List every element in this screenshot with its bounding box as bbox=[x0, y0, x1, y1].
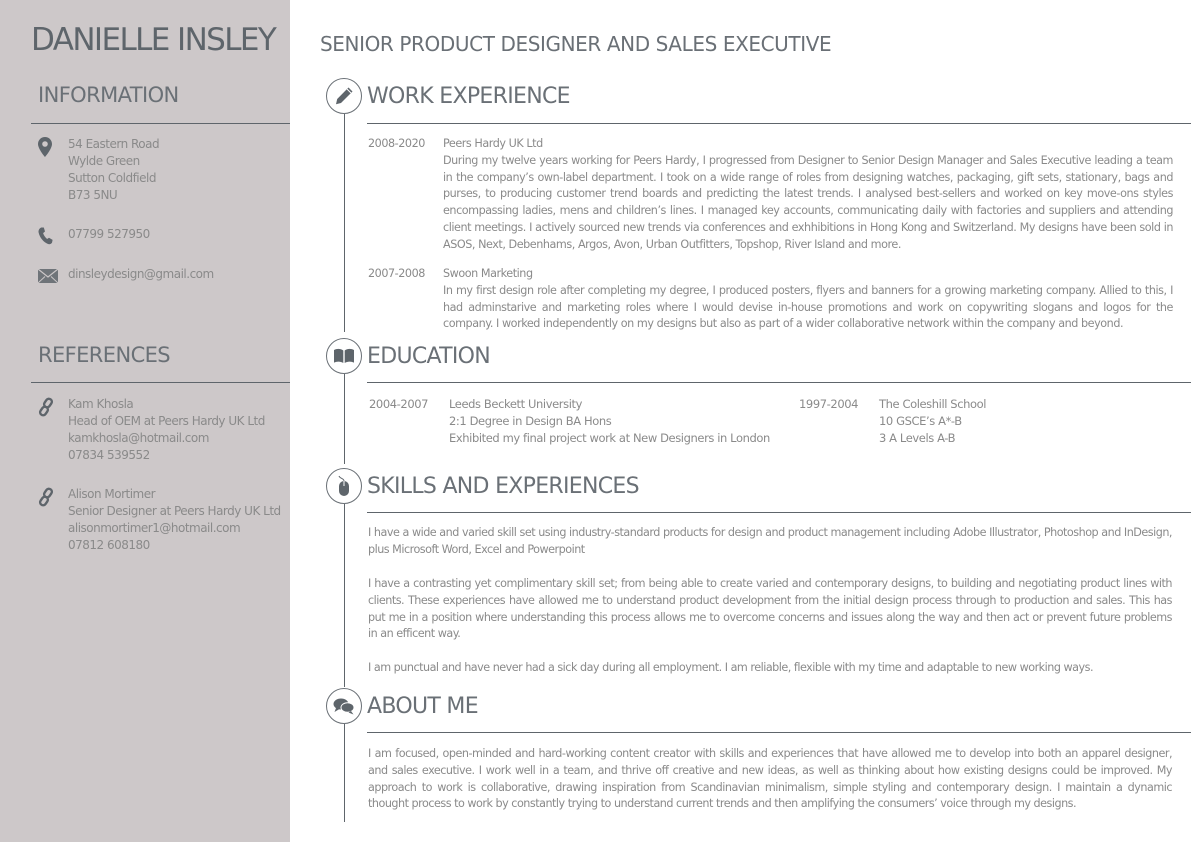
link-icon bbox=[38, 486, 68, 554]
work-experience-header bbox=[326, 78, 570, 114]
job-company: Peers Hardy UK Ltd bbox=[443, 137, 543, 150]
job-entry bbox=[368, 266, 1173, 333]
job-years: 2008-2020 bbox=[368, 137, 425, 150]
skills-paragraph: I have a contrasting yet complimentary skill set; from being able to create varied and contemporary designs, to building and negotiating product lines with clients. These experiences have allowed me to understand product development from the initial design process through to production and sales. This has put me in a position where understanding this process allows me to overcome concerns and issues along the way and then act or prevent future problems in an efficent way. bbox=[368, 577, 1172, 641]
map-pin-icon bbox=[38, 136, 68, 204]
sidebar bbox=[0, 0, 290, 842]
information-heading: INFORMATION bbox=[38, 83, 179, 107]
education-divider bbox=[367, 382, 1191, 383]
reference-email: alisonmortimer1@hotmail.com bbox=[68, 521, 241, 535]
job-company: Swoon Marketing bbox=[443, 267, 533, 280]
timeline-line bbox=[344, 374, 345, 464]
education-institution: The Coleshill School bbox=[879, 397, 987, 411]
reference-name: Alison Mortimer bbox=[68, 487, 156, 501]
speech-bubbles-icon bbox=[326, 688, 362, 724]
skills-paragraph: I have a wide and varied skill set using industry-standard products for design and product management including Adobe Illustrator, Photoshop and InDesign, plus Microsoft Word, Excel and Powerpoint bbox=[368, 526, 1172, 556]
candidate-name: DANIELLE INSLEY bbox=[31, 22, 276, 58]
phone-icon bbox=[38, 226, 68, 245]
mouse-icon bbox=[326, 468, 362, 504]
book-icon bbox=[326, 338, 362, 374]
address-line-2: Wylde Green bbox=[68, 154, 140, 168]
address-line-4: B73 5NU bbox=[68, 188, 118, 202]
pencil-icon bbox=[326, 78, 362, 114]
reference-email: kamkhosla@hotmail.com bbox=[68, 431, 209, 445]
reference-item bbox=[38, 486, 281, 554]
phone-block bbox=[38, 226, 150, 245]
email-block bbox=[38, 266, 214, 283]
job-title: SENIOR PRODUCT DESIGNER AND SALES EXECUTIVE bbox=[320, 32, 832, 56]
skills-heading: SKILLS AND EXPERIENCES bbox=[367, 473, 639, 499]
about-header bbox=[326, 688, 478, 724]
information-divider bbox=[31, 123, 290, 124]
job-years: 2007-2008 bbox=[368, 267, 425, 280]
reference-name: Kam Khosla bbox=[68, 397, 134, 411]
reference-phone: 07812 608180 bbox=[68, 538, 150, 552]
skills-divider bbox=[367, 512, 1191, 513]
address-line-1: 54 Eastern Road bbox=[68, 137, 160, 151]
education-entry bbox=[369, 396, 770, 447]
education-heading: EDUCATION bbox=[367, 343, 491, 369]
about-heading: ABOUT ME bbox=[367, 693, 478, 719]
reference-role: Senior Designer at Peers Hardy UK Ltd bbox=[68, 504, 281, 518]
education-note: 3 A Levels A-B bbox=[879, 431, 956, 445]
education-qualification: 2:1 Degree in Design BA Hons bbox=[449, 414, 612, 428]
skills-paragraph: I am punctual and have never had a sick day during all employment. I am reliable, flexible with my time and adaptable to new working ways. bbox=[368, 661, 1094, 674]
job-description: In my first design role after completing my degree, I produced posters, flyers and banners for a growing marketing company. Allied to this, I had adminstarive and marketing roles where I would devise in-house promotions and work on copywriting slogans and logos for the company. I worked independently on my designs but also as part of a wider collaborative network within the company and beyond. bbox=[443, 283, 1173, 331]
skills-header bbox=[326, 468, 639, 504]
envelope-icon bbox=[38, 266, 68, 283]
education-header bbox=[326, 338, 490, 374]
reference-item bbox=[38, 396, 265, 464]
reference-phone: 07834 539552 bbox=[68, 448, 150, 462]
work-experience-heading: WORK EXPERIENCE bbox=[367, 83, 570, 109]
address-block bbox=[38, 136, 159, 204]
education-years: 2004-2007 bbox=[369, 397, 429, 411]
about-divider bbox=[367, 732, 1191, 733]
education-entry bbox=[799, 396, 986, 447]
education-note: Exhibited my final project work at New Designers in London bbox=[449, 431, 770, 445]
work-experience-divider bbox=[367, 123, 1191, 124]
email-address: dinsleydesign@gmail.com bbox=[68, 267, 214, 281]
address-line-3: Sutton Coldfield bbox=[68, 171, 156, 185]
timeline-line bbox=[344, 724, 345, 822]
references-divider bbox=[31, 382, 290, 383]
job-description: During my twelve years working for Peers Hardy, I progressed from Designer to Senior Design Manager and Sales Executive leading a team in the company’s own-label department. I took on a wide range of roles from designing watches, packaging, gift sets, stationary, bags and purses, to producing customer trend boards and predicting the latest trends. I analysed best-sellers and worked on key move-ons styles encompassing ladies, mens and children’s lines. I managed key accounts, communicating daily with factories and suppliers and attending client meetings. I actively sourced new trends via conferences and exhhibitions in Hong Kong and Switzerland. My designs have been sold in ASOS, Next, Debenhams, Argos, Avon, Urban Outfitters, Topshop, River Island and more. bbox=[443, 153, 1173, 251]
about-paragraph: I am focused, open-minded and hard-working content creator with skills and experiences that have allowed me to develop into both an apparel designer, and sales executive. I work well in a team, and thrive off creative and new ideas, as well as thinking about how existing designs could be improved. My approach to work is collaborative, drawing inspiration from Scandinavian minimalism, simple styling and contemporary design. I maintain a dynamic thought process to work by constantly trying to understand current trends and then amplifying the consumers’ voice through my designs. bbox=[368, 747, 1172, 811]
reference-role: Head of OEM at Peers Hardy UK Ltd bbox=[68, 414, 265, 428]
education-qualification: 10 GSCE’s A*-B bbox=[879, 414, 962, 428]
timeline-line bbox=[344, 504, 345, 687]
phone-number: 07799 527950 bbox=[68, 227, 150, 241]
references-heading: REFERENCES bbox=[38, 343, 171, 367]
link-icon bbox=[38, 396, 68, 464]
job-entry bbox=[368, 136, 1173, 254]
education-years: 1997-2004 bbox=[799, 397, 859, 411]
education-institution: Leeds Beckett University bbox=[449, 397, 582, 411]
timeline-line bbox=[344, 114, 345, 332]
